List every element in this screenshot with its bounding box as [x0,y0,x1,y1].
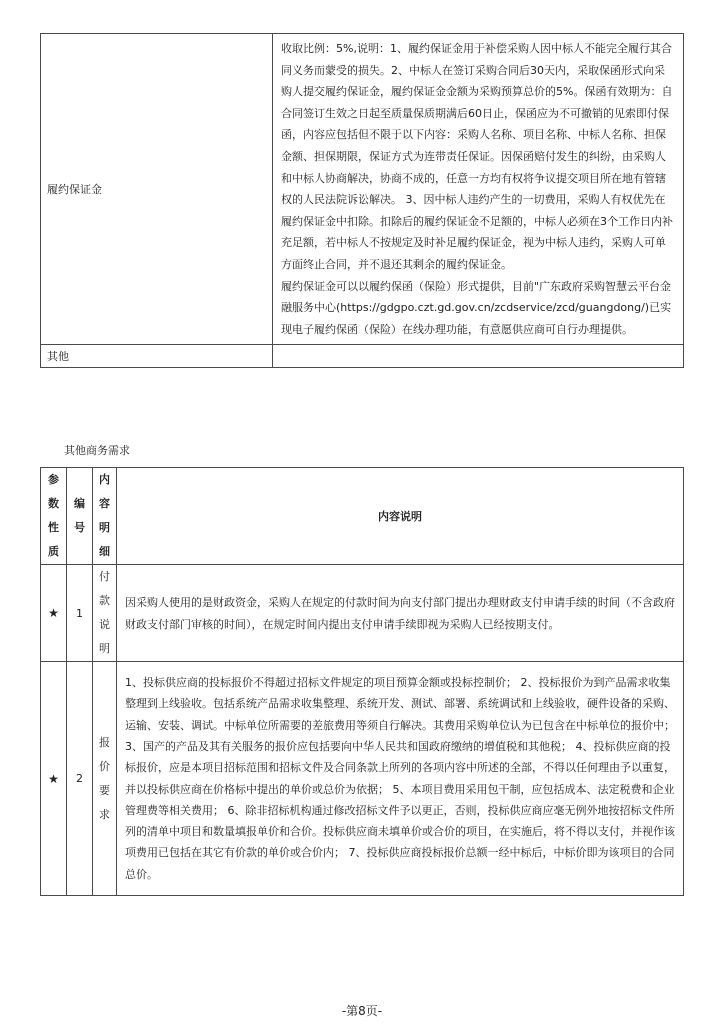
row-number: 1 [67,565,93,662]
table-row [41,565,684,662]
header-detail: 内 容 明 细 [93,468,117,565]
section-title: 其他商务需求 [64,444,130,457]
performance-bond-paragraph-1: 收取比例：5%,说明：1、履约保证金用于补偿采购人因中标人不能完全履行其合同义务而蒙受的损失。2、中标人在签订采购合同后30天内，采取保函形式向采购人提交履约保证金，履约保证金金额为采购预算总价的5%。保函有效期为：自合同签订生效之日起至质量保质期满后60日止，保函应为不可撤销的见索即付保函，内容应包括但不限于以下内容：采购人名称、项目名称、中标人名称、担保金额、担保期限，保证方式为连带责任保证。因保函赔付发生的纠纷，由采购人和中标人协商解决，协商不成的，任意一方均有权将争议提交项目所在地有管辖权的人民法院诉讼解决。 3、因中标人违约产生的一切费用，采购人有权优先在履约保证金中扣除。扣除后的履约保证金不足额的，中标人必须在3个工作日内补充足额，若中标人不按规定及时补足履约保证金，视为中标人违约，采购人可单方面终止合同，并不退还其剩余的履约保证金。 [281,42,673,271]
page-number: -第8页- [341,1004,383,1018]
business-requirements-table [40,467,684,896]
table-header-row [41,468,684,565]
row-number: 2 [67,662,93,896]
performance-bond-content [273,34,684,345]
performance-bond-row [41,34,684,345]
performance-bond-paragraph-2: 履约保证金可以以履约保函（保险）形式提供，目前"广东政府采购智慧云平台金融服务中心(https://gdgpo.czt.gd.gov.cn/zcdservice/zcd/guangdong/)已实现电子履约保函（保险）在线办理功能，有意愿供应商可自行办理提供。 [281,279,672,336]
header-description: 内容说明 [117,468,684,565]
table-row [41,662,684,896]
row-detail: 报 价 要 求 [93,662,117,896]
row-description: 因采购人使用的是财政资金，采购人在规定的付款时间为向支付部门提出办理财政支付申请手续的时间（不含政府财政支付部门审核的时间），在规定时间内提出支付申请手续即视为采购人已经按期支付。 [117,565,684,662]
row-detail: 付 款 说 明 [93,565,117,662]
other-label: 其他 [41,345,273,368]
other-row [41,345,684,368]
other-value [273,345,684,368]
star-icon: ★ [41,662,67,896]
header-number: 编 号 [67,468,93,565]
row-description: 1、投标供应商的投标报价不得超过招标文件规定的项目预算金额或投标控制价； 2、投标报价为到产品需求收集整理到上线验收。包括系统产品需求收集整理、系统开发、测试、部署、系统调试和上线验收，硬件设备的采购、运输、安装、调试。中标单位所需要的差旅费用等须自行解决。其费用采购单位认为已包含在中标单位的报价中； 3、国产的产品及其有关服务的报价应包括要向中华人民共和国政府缴纳的增值税和其他税； 4、投标供应商的投标报价，应是本项目招标范围和招标文件及合同条款上所列的各项内容中所述的全部，不得以任何理由予以重复，并以投标供应商在价格标中提出的单价或总价为依据； 5、本项目费用采用包干制，应包括成本、法定税费和企业管理费等相关费用； 6、除非招标机构通过修改招标文件予以更正，否则，投标供应商应毫无例外地按招标文件所列的清单中项目和数量填报单价和合价。投标供应商未填单价或合价的项目，在实施后，将不得以支付，并视作该项费用已包括在其它有价款的单价或合价内； 7、投标供应商投标报价总额一经中标后，中标价即为该项目的合同总价。 [117,662,684,896]
performance-bond-table [40,33,684,368]
star-icon: ★ [41,565,67,662]
header-param-nature: 参 数 性 质 [41,468,67,565]
performance-bond-label: 履约保证金 [41,34,273,345]
